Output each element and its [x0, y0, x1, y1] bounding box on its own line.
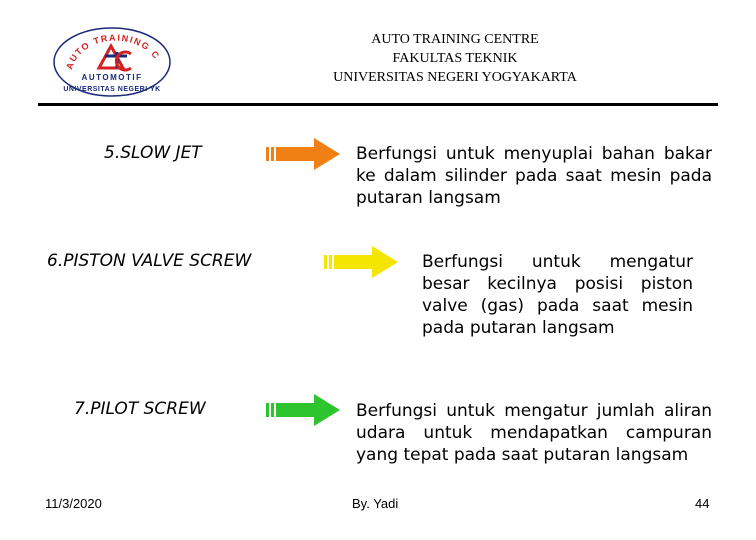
footer-date: 11/3/2020 [45, 496, 102, 511]
header-divider [38, 103, 718, 106]
item-label-piston-valve-screw: 6.PISTON VALVE SCREW [47, 251, 252, 271]
item-description-piston-valve-screw: Berfungsi untuk mengatur besar kecilnya posisi piston valve (gas) pada saat mesin pada putaran langsam [422, 252, 693, 338]
footer-page-number: 44 [695, 496, 710, 511]
institution-header [300, 30, 610, 87]
item-description-slow-jet: Berfungsi untuk menyuplai bahan bakar ke dalam silinder pada saat mesin pada putaran langsam [356, 144, 712, 208]
header-line-1: AUTO TRAINING CENTRE [371, 32, 539, 47]
item-description-pilot-screw: Berfungsi untuk mengatur jumlah aliran udara untuk mendapatkan campuran yang tepat pada saat putaran langsam [356, 401, 712, 465]
header-line-2: FAKULTAS TEKNIK [392, 51, 518, 66]
item-label-pilot-screw: 7.PILOT SCREW [74, 399, 206, 419]
header-line-3: UNIVERSITAS NEGERI YOGYAKARTA [333, 70, 577, 85]
logo-bottom-text: UNIVERSITAS NEGERI YK [63, 86, 161, 93]
arrow-icon-piston-valve-screw [324, 245, 400, 283]
footer-author: By. Yadi [352, 496, 399, 511]
logo-top-text: AUTO TRAINING C [64, 32, 163, 71]
auto-training-centre-logo [50, 18, 174, 98]
item-label-slow-jet: 5.SLOW JET [104, 143, 202, 163]
logo-middle-text: AUTOMOTIF [81, 73, 143, 82]
arrow-icon-pilot-screw [266, 393, 342, 431]
arrow-icon-slow-jet [266, 137, 342, 175]
